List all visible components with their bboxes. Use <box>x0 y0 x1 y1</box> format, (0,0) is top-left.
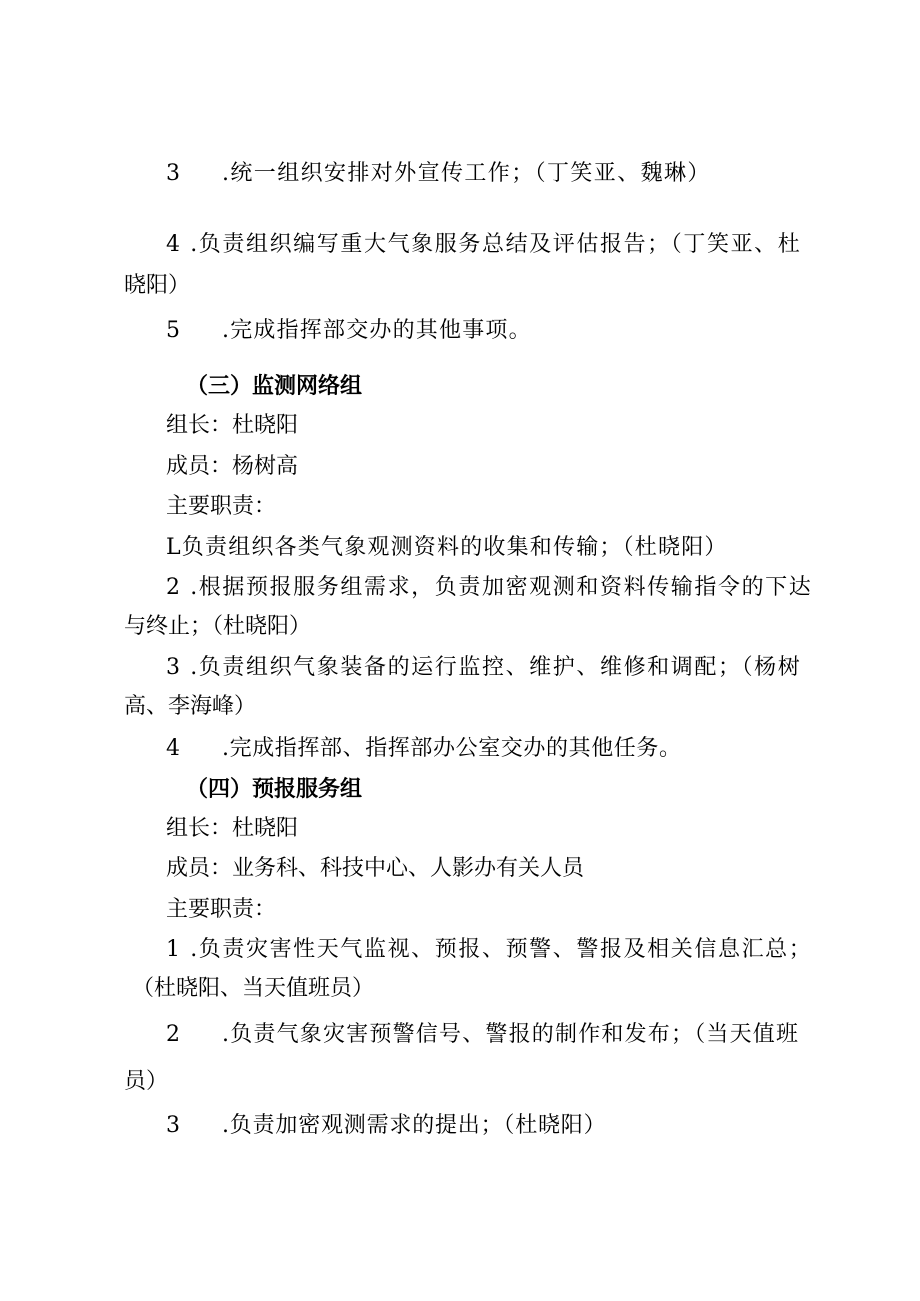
monitoring-duties-label: 主要职责： <box>166 494 277 519</box>
forecast-duty-1-line1: 1 .负责灾害性天气监视、预报、预警、警报及相关信息汇总； <box>166 937 813 962</box>
section-heading-monitoring: （三）监测网络组 <box>186 373 363 399</box>
monitoring-duty-3-line1: 3 .负责组织气象装备的运行监控、维护、维修和调配；（杨树 <box>166 655 802 680</box>
forecast-duty-2-line2: 员） <box>124 1069 169 1094</box>
item-number: 4 <box>166 736 180 761</box>
monitoring-duty-2-line1: 2 .根据预报服务组需求，负责加密观测和资料传输指令的下达 <box>166 575 813 600</box>
forecast-duty-3 <box>166 1113 606 1139</box>
section-heading-forecast: （四）预报服务组 <box>186 776 363 802</box>
forecast-duty-1-line2: （杜晓阳、当天值班员） <box>132 976 375 1001</box>
monitoring-duty-4 <box>166 736 682 762</box>
item-4-report-line2: 晓阳） <box>124 273 191 298</box>
monitoring-duty-2-line2: 与终止；（杜晓阳） <box>124 614 312 639</box>
item-text: .完成指挥部交办的其他事项。 <box>222 318 532 343</box>
item-text: .负责气象灾害预警信号、警报的制作和发布；（当天值班 <box>222 1022 800 1047</box>
item-number: 5 <box>166 318 180 343</box>
item-number: 2 <box>166 1022 180 1047</box>
forecast-members: 成员：业务科、科技中心、人影办有关人员 <box>166 856 585 881</box>
forecast-leader: 组长：杜晓阳 <box>166 816 299 841</box>
item-4-report-line1: 4 .负责组织编写重大气象服务总结及评估报告；（丁笑亚、杜 <box>166 232 802 257</box>
forecast-duties-label: 主要职责： <box>166 897 277 922</box>
item-number: 3 <box>166 161 180 186</box>
monitoring-duty-1: L负责组织各类气象观测资料的收集和传输；（杜晓阳） <box>166 535 728 560</box>
item-number: 3 <box>166 1113 180 1138</box>
item-text: .负责加密观测需求的提出；（杜晓阳） <box>222 1113 607 1138</box>
monitoring-members: 成员：杨树高 <box>166 454 299 479</box>
monitoring-duty-3-line2: 高、李海峰） <box>124 694 257 719</box>
monitoring-leader: 组长：杜晓阳 <box>166 413 299 438</box>
item-text: .统一组织安排对外宣传工作；（丁笑亚、魏琳） <box>222 161 711 186</box>
item-text: .完成指挥部、指挥部办公室交办的其他任务。 <box>222 736 682 761</box>
item-3-publicity <box>166 161 711 187</box>
forecast-duty-2-line1 <box>166 1022 799 1048</box>
item-5-other <box>166 318 532 344</box>
